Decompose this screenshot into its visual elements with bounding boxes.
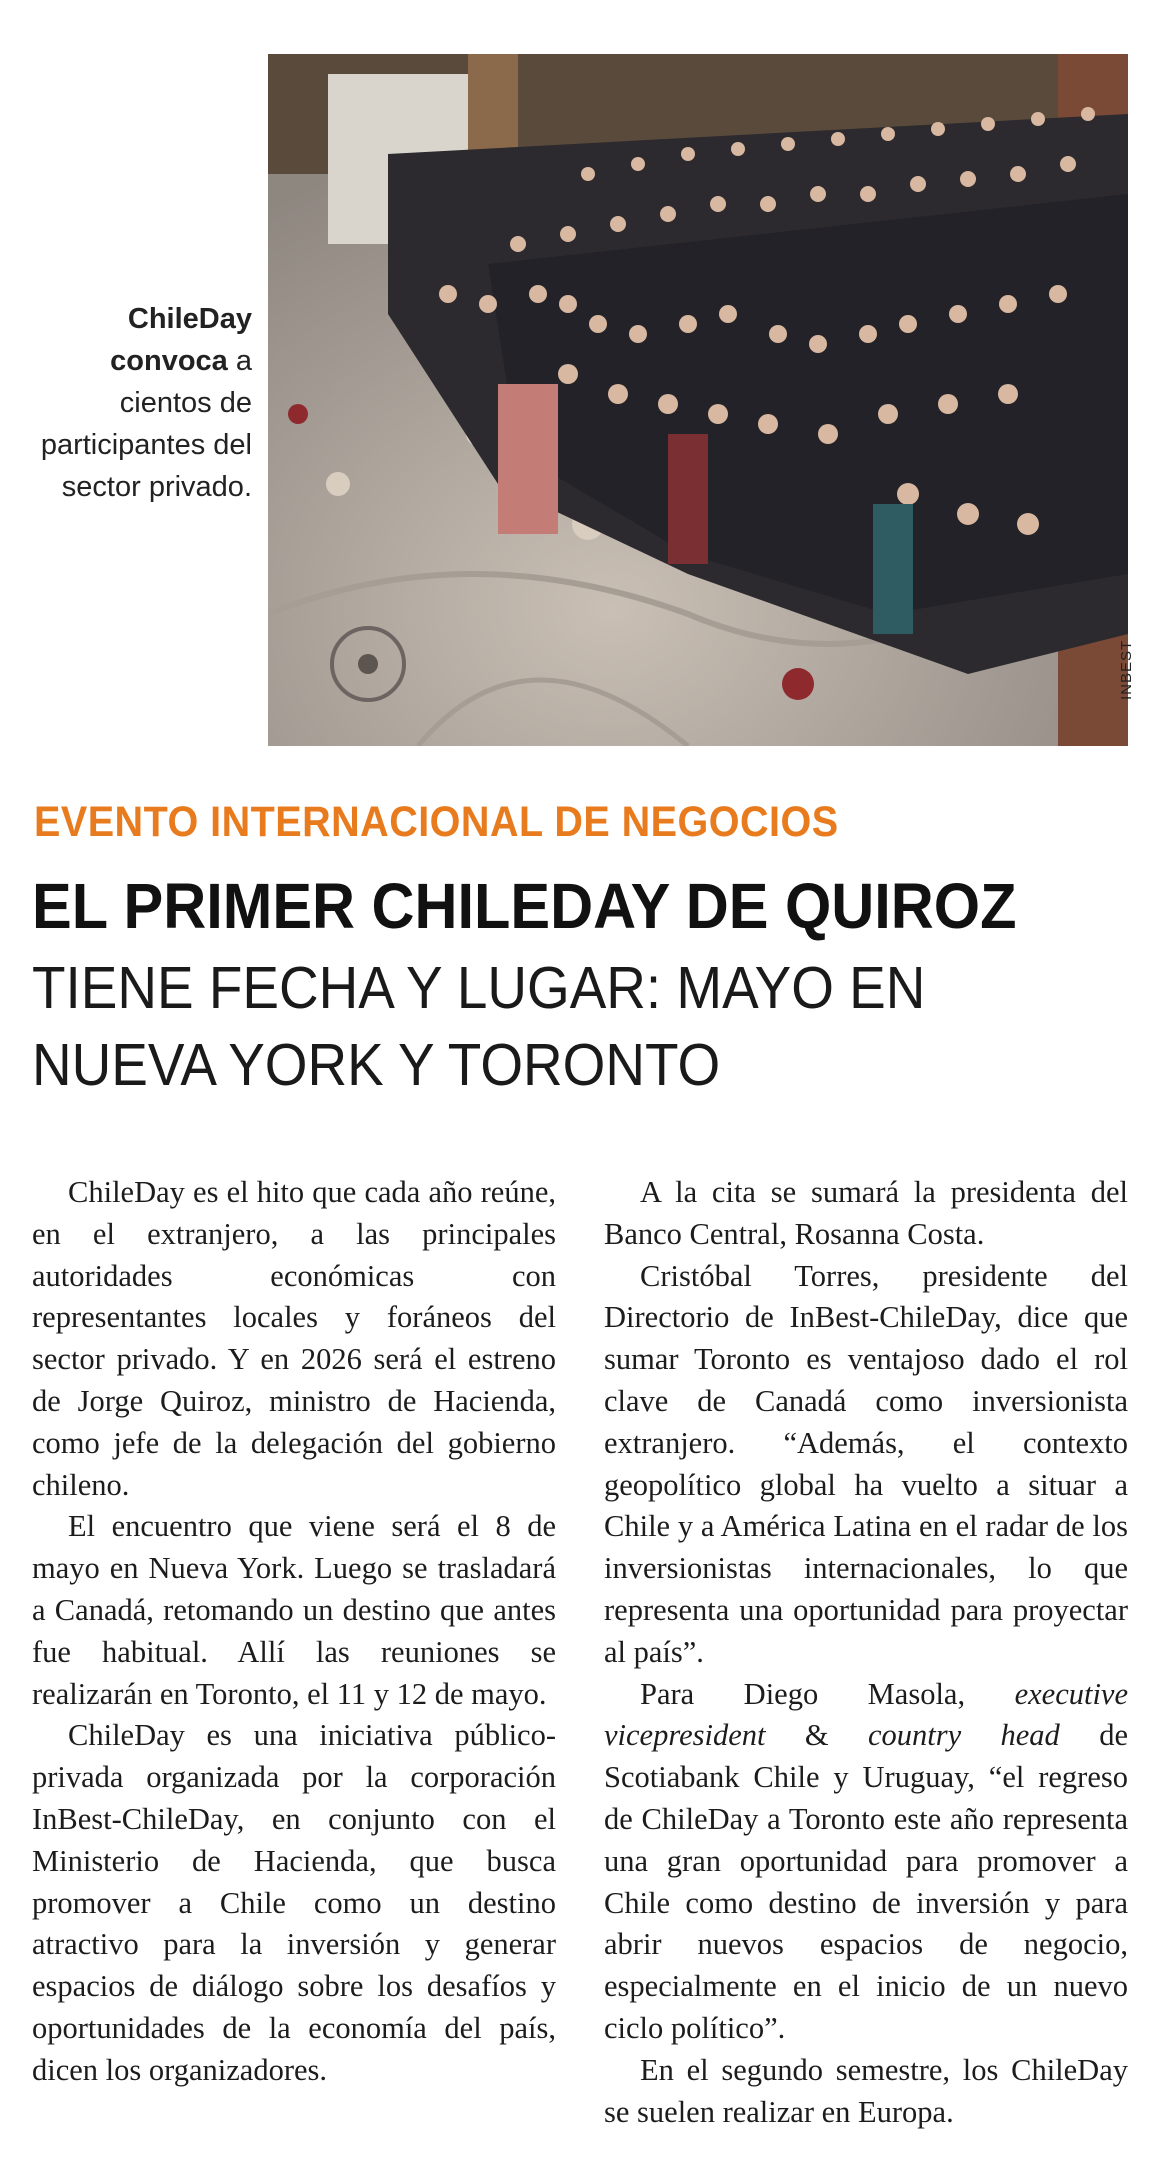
job-title-italic: country head [867,1718,1060,1753]
article-subheadline [32,950,1132,1104]
body-paragraph-masola [604,1674,1128,2050]
job-title-italic: executive vicepresident [604,1676,1128,1753]
quote-body: de Scotiabank Chile y Uruguay, “el regreso de ChileDay a Toronto este año representa una gran oportunidad para promover a Chile como destino de inversión y para abrir nuevos espacios de negocio, especialmente en el inicio de un nuevo ciclo político”. [604,1718,1128,2045]
photo-caption [30,298,252,508]
body-paragraph: El encuentro que viene será el 8 de mayo en Nueva York. Luego se trasladará a Canadá, retomando un destino que antes fue habitual. Allí las reuniones se realizarán en Toronto, el 11 y 12 de mayo. [32,1509,556,1711]
caption-text: a cientos de participantes del sector privado. [40,345,252,503]
body-column-left [32,1172,556,2092]
quote-intro: Para Diego Masola, [640,1676,1015,1711]
subhead-line-1: TIENE FECHA Y LUGAR: MAYO EN [32,955,926,1021]
group-photo-illustration [268,54,1128,746]
body-column-right [604,1172,1128,2133]
body-paragraph: ChileDay es una iniciativa público-privada organizada por la corporación InBest-ChileDay, en conjunto con el Ministerio de Hacienda, que busca promover a Chile como un destino atractivo para la inversión y generar espacios de diálogo sobre los desafíos y oportunidades de la economía del país, dicen los organizadores. [32,1718,556,2087]
article-kicker: EVENTO INTERNACIONAL DE NEGOCIOS [34,798,839,846]
subhead-line-2: NUEVA YORK Y TORONTO [32,1032,721,1098]
body-paragraph: Cristóbal Torres, presidente del Directorio de InBest-ChileDay, dice que sumar Toronto es ventajoso dado el rol clave de Canadá como inversionista extranjero. “Además, el contexto geopolítico global ha vuelto a situar a Chile y a América Latina en el radar de los inversionistas internacionales, lo que representa una oportunidad para proyectar al país”. [604,1258,1128,1669]
photo-credit: INBEST [1118,639,1135,700]
ampersand: & [765,1718,868,1753]
body-paragraph: A la cita se sumará la presidenta del Banco Central, Rosanna Costa. [604,1175,1128,1251]
article-headline: EL PRIMER CHILEDAY DE QUIROZ [32,870,1017,942]
caption-bold: ChileDay convoca [110,303,252,377]
event-group-photo [268,54,1128,746]
body-paragraph: En el segundo semestre, los ChileDay se suelen realizar en Europa. [604,2052,1128,2129]
body-paragraph: ChileDay es el hito que cada año reúne, en el extranjero, a las principales autoridades económicas con representantes locales y foráneos del sector privado. Y en 2026 será el estreno de Jorge Quiroz, ministro de Hacienda, como jefe de la delegación del gobierno chileno. [32,1175,556,1502]
